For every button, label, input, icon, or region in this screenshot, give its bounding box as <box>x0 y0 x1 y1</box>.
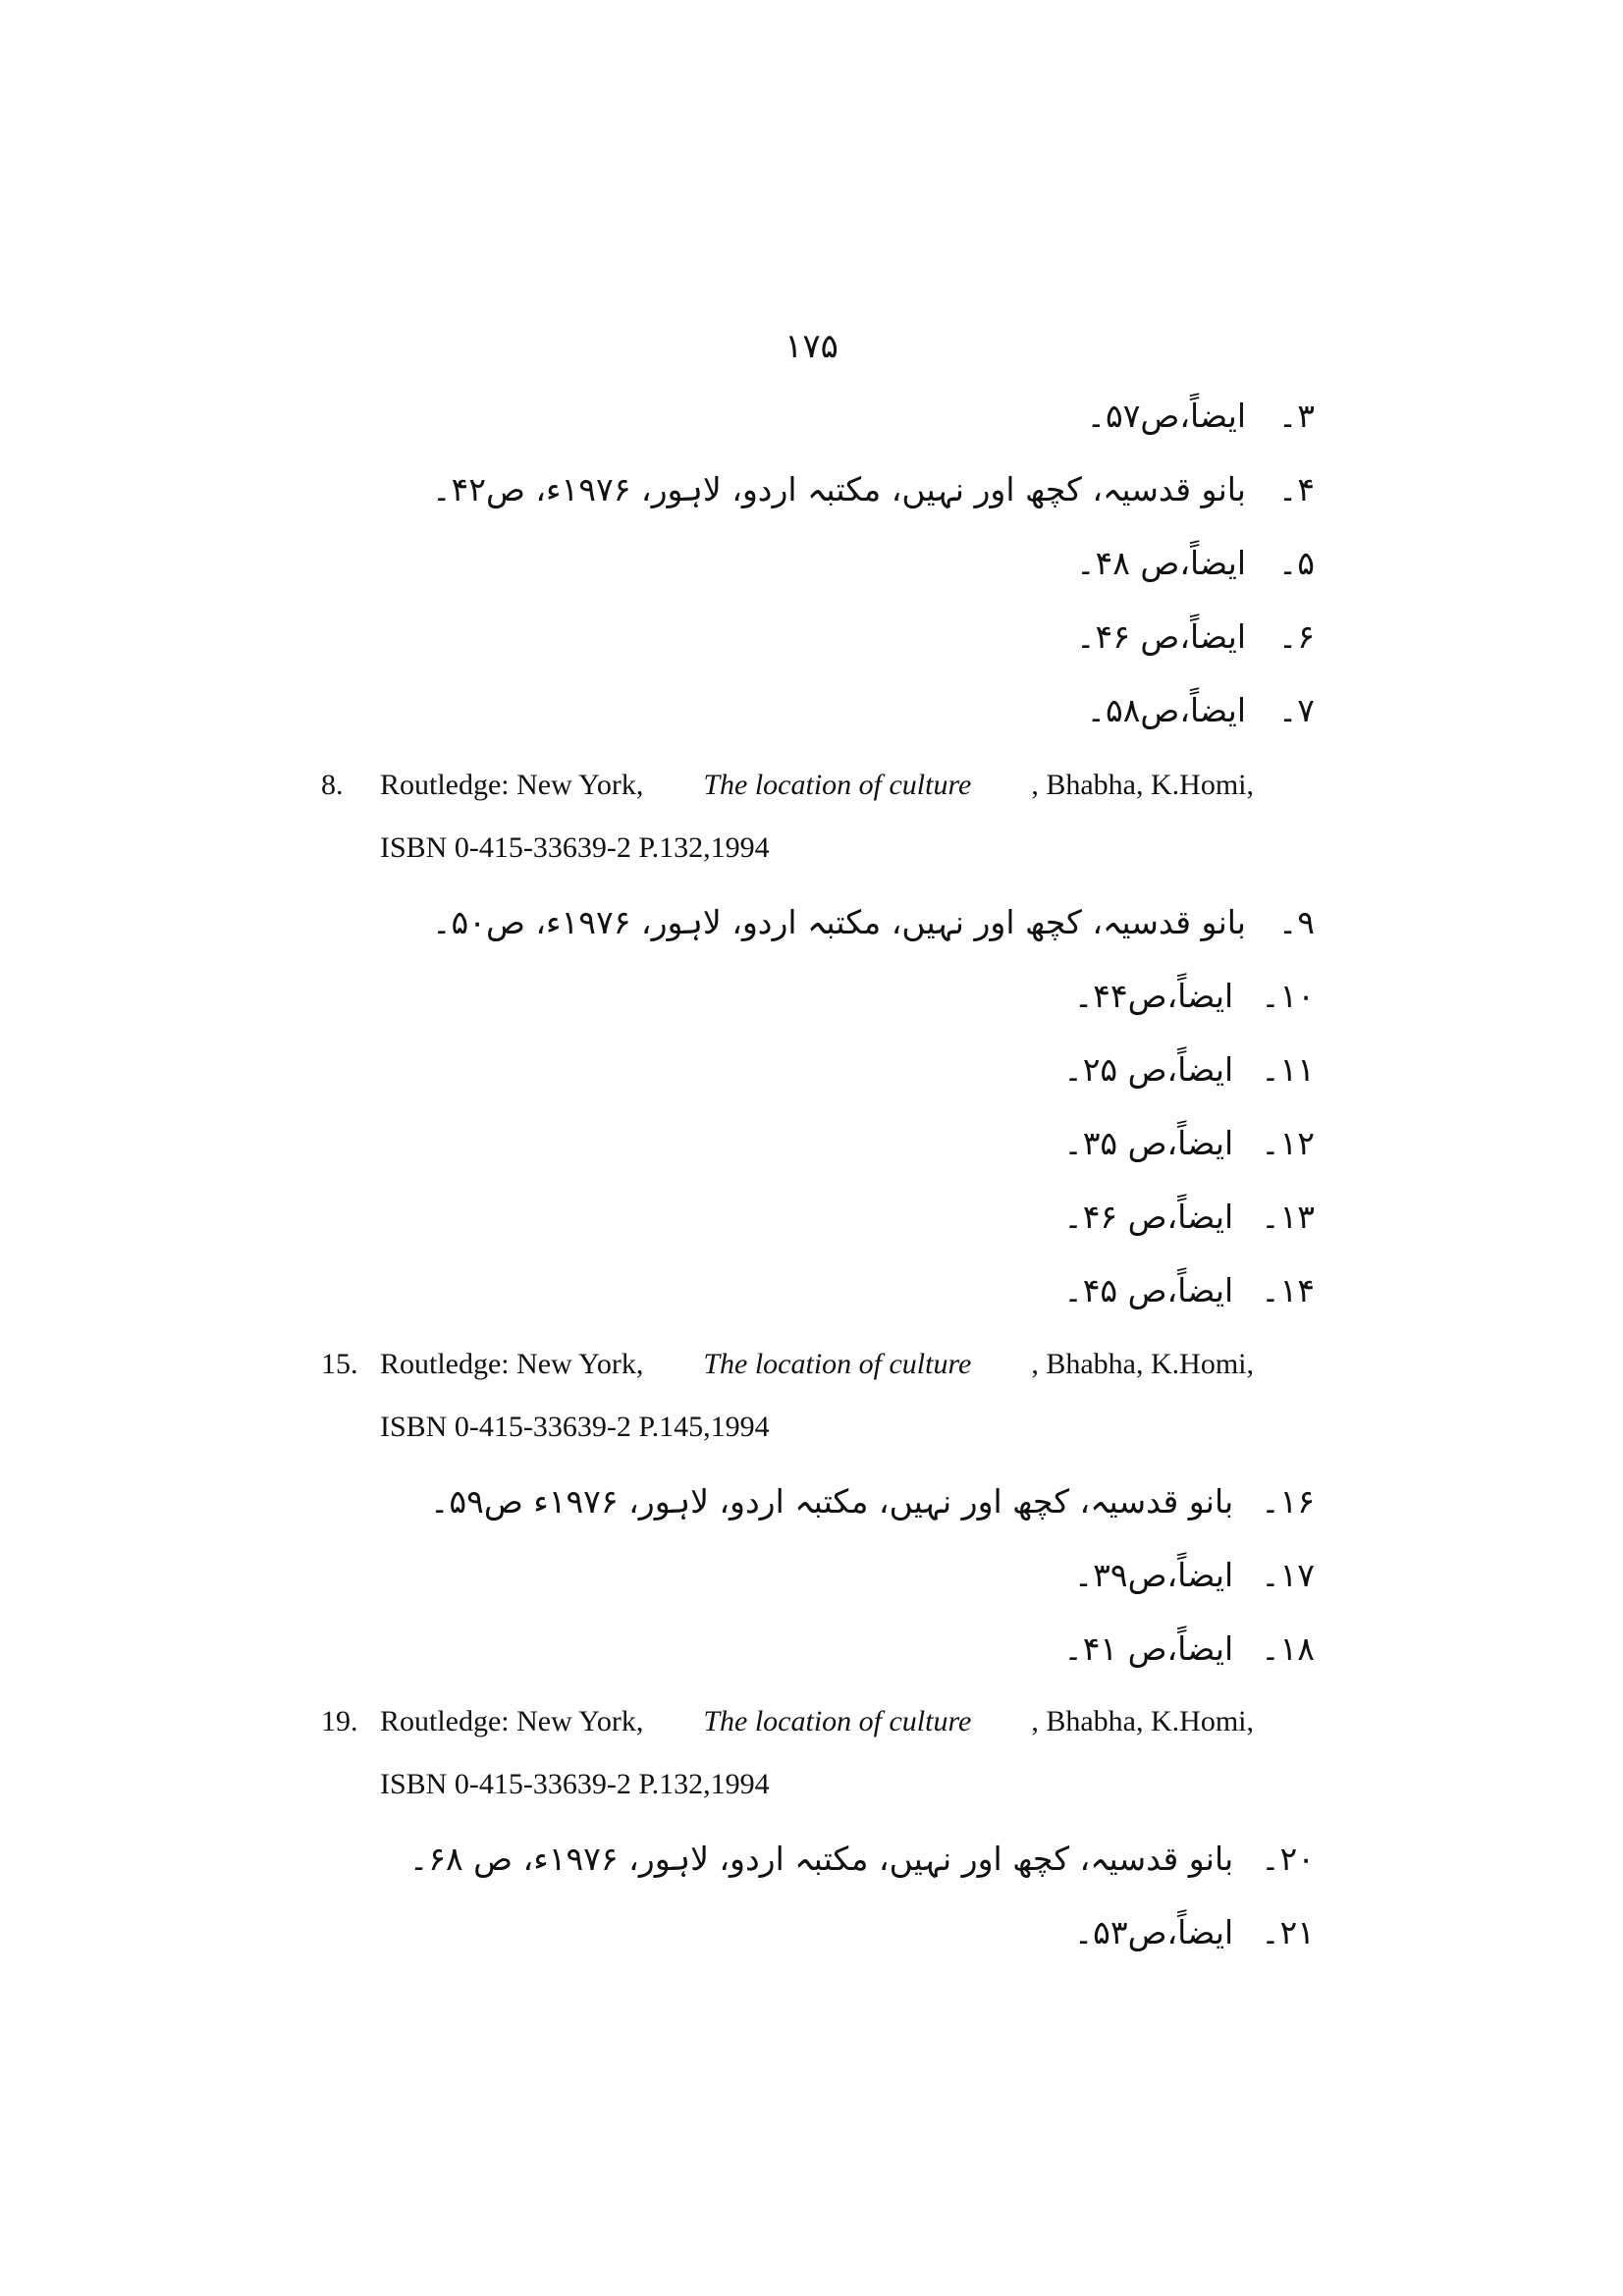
urdu-note <box>1063 1628 1315 1671</box>
note-number: ۱۱۔ <box>1261 1050 1315 1089</box>
urdu-note <box>1087 689 1315 732</box>
note-number: ۳۔ <box>1277 397 1315 435</box>
urdu-note <box>1076 615 1315 659</box>
note-number: 8. <box>321 769 344 801</box>
note-author: , Bhabha, K.Homi, <box>1031 769 1254 801</box>
note-number: ۹۔ <box>1277 903 1315 941</box>
note-number: ۱۲۔ <box>1261 1124 1315 1162</box>
note-number: ۲۱۔ <box>1261 1913 1315 1951</box>
urdu-note <box>1063 1269 1315 1312</box>
note-text: ایضاً،ص ۴۸۔ <box>1076 544 1246 582</box>
note-book-title: The location of culture <box>703 1705 972 1737</box>
note-text: بانو قدسیہ، کچھ اور نہیں، مکتبہ اردو، لاہور، ۱۹۷۶ء، ص ۶۸۔ <box>408 1840 1234 1878</box>
note-text: ایضاً،ص ۳۵۔ <box>1063 1124 1234 1162</box>
note-book-title: The location of culture <box>703 769 972 801</box>
note-number: 15. <box>321 1348 358 1380</box>
urdu-note <box>409 1838 1315 1881</box>
note-text: ایضاً،ص ۲۵۔ <box>1063 1050 1234 1089</box>
urdu-note <box>430 1480 1315 1523</box>
note-number: ۷۔ <box>1277 691 1315 729</box>
note-number: 19. <box>321 1705 358 1737</box>
note-number: ۲۰۔ <box>1261 1840 1315 1878</box>
note-number: ۱۰۔ <box>1261 977 1315 1015</box>
note-text: ایضاً،ص ۴۶۔ <box>1076 617 1246 656</box>
note-text: ایضاً،ص۴۴۔ <box>1073 977 1234 1015</box>
note-book-title: The location of culture <box>703 1348 972 1380</box>
urdu-note <box>1087 395 1315 438</box>
urdu-note <box>1076 542 1315 585</box>
urdu-note <box>432 468 1315 511</box>
note-author: , Bhabha, K.Homi, <box>1031 1348 1254 1380</box>
note-number: ۱۴۔ <box>1261 1271 1315 1309</box>
note-publisher: Routledge: New York, <box>380 1705 644 1737</box>
note-isbn: ISBN 0-415-33639-2 P.132,1994 <box>380 831 770 864</box>
note-text: بانو قدسیہ، کچھ اور نہیں، مکتبہ اردو، لاہور، ۱۹۷۶ء، ص۵۰۔ <box>432 903 1246 941</box>
note-number: ۱۶۔ <box>1261 1482 1315 1521</box>
note-text: بانو قدسیہ، کچھ اور نہیں، مکتبہ اردو، لاہور، ۱۹۷۶ء ص۵۹۔ <box>430 1482 1234 1521</box>
urdu-note <box>1063 1048 1315 1092</box>
urdu-note <box>1063 1122 1315 1165</box>
urdu-note <box>1074 1911 1315 1954</box>
urdu-note <box>1074 1554 1315 1597</box>
urdu-note <box>1063 1196 1315 1239</box>
english-note <box>321 1333 1254 1459</box>
note-number: ۱۸۔ <box>1261 1629 1315 1668</box>
note-isbn: ISBN 0-415-33639-2 P.132,1994 <box>380 1768 770 1800</box>
note-author: , Bhabha, K.Homi, <box>1031 1705 1254 1737</box>
note-text: ایضاً،ص۵۳۔ <box>1073 1913 1234 1951</box>
note-text: ایضاً،ص ۴۱۔ <box>1063 1629 1234 1668</box>
note-text: بانو قدسیہ، کچھ اور نہیں، مکتبہ اردو، لاہور، ۱۹۷۶ء، ص۴۲۔ <box>432 470 1246 508</box>
english-note <box>321 1690 1254 1816</box>
urdu-note <box>1074 975 1315 1018</box>
note-publisher: Routledge: New York, <box>380 1348 644 1380</box>
urdu-note <box>432 901 1315 944</box>
note-text: ایضاً،ص ۴۶۔ <box>1063 1198 1234 1236</box>
note-text: ایضاً،ص ۴۵۔ <box>1063 1271 1234 1309</box>
note-text: ایضاً،ص۵۷۔ <box>1086 397 1246 435</box>
note-number: ۱۳۔ <box>1261 1198 1315 1236</box>
note-number: ۵۔ <box>1277 544 1315 582</box>
note-number: ۱۷۔ <box>1261 1556 1315 1594</box>
english-note <box>321 754 1254 880</box>
note-number: ۴۔ <box>1277 470 1315 508</box>
note-number: ۶۔ <box>1277 617 1315 656</box>
page-number: ۱۷۵ <box>784 327 839 366</box>
note-publisher: Routledge: New York, <box>380 769 644 801</box>
note-isbn: ISBN 0-415-33639-2 P.145,1994 <box>380 1411 770 1443</box>
note-text: ایضاً،ص۳۹۔ <box>1073 1556 1234 1594</box>
note-text: ایضاً،ص۵۸۔ <box>1086 691 1246 729</box>
